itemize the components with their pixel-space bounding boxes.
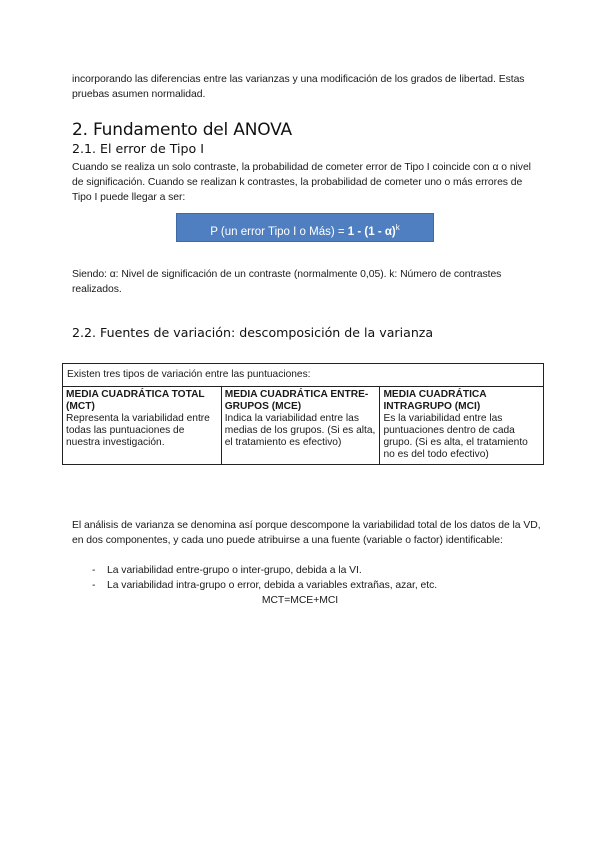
definitions-paragraph: Siendo: α: Nivel de significación de un contraste (normalmente 0,05). k: Número de contrastes realizados. [72,269,502,295]
variation-table [62,363,544,465]
column-title: MEDIA CUADRÁTICA INTRAGRUPO (MCI) [383,389,487,412]
table-cell-mce [221,387,380,465]
error-tipo-i-paragraph: Cuando se realiza un solo contraste, la probabilidad de cometer error de Tipo I coincide con α o nivel de significación. Cuando se realizan k contrastes, la probabilidad de cometer uno o más errores de Tipo I puede llegar a ser: [72,162,531,203]
subsection-title-error-tipo-i: 2.1. El error de Tipo I [72,141,204,156]
bullet-list [92,563,437,593]
table-intro: Existen tres tipos de variación entre las puntuaciones: [63,364,544,387]
table-cell-mct [63,387,222,465]
column-body: Es la variabilidad entre las puntuaciones dentro de cada grupo. (Si es alta, el tratamiento no es del todo efectivo) [383,413,528,460]
formula-exponent: k [395,223,400,232]
column-body: Representa la variabilidad entre todas las puntuaciones de nuestra investigación. [66,413,210,448]
formula-lhs: P (un error Tipo I o Más) = [210,225,348,238]
subsection-title-fuentes-variacion: 2.2. Fuentes de variación: descomposición de la varianza [72,325,434,340]
formula-box [176,213,434,242]
table-cell-mci [380,387,544,465]
formula-rhs: 1 - (1 - α) [347,225,396,238]
column-body: Indica la variabilidad entre las medias de los grupos. (Si es alta, el tratamiento es efectivo) [224,413,376,448]
equation: MCT=MCE+MCI [261,595,339,606]
analysis-paragraph: El análisis de varianza se denomina así porque descompone la variabilidad total de los datos de la VD, en dos componentes, y cada uno puede atribuirse a una fuente (variable o factor) identificable: [72,520,541,546]
intro-paragraph: incorporando las diferencias entre las varianzas y una modificación de los grados de libertad. Estas pruebas asumen normalidad. [72,74,525,100]
section-title: 2. Fundamento del ANOVA [72,120,292,140]
list-item: - La variabilidad entre-grupo o inter-grupo, debida a la VI. [92,563,437,578]
column-title: MEDIA CUADRÁTICA TOTAL (MCT) [66,389,205,412]
list-item: - La variabilidad intra-grupo o error, debida a variables extrañas, azar, etc. [92,578,437,593]
column-title: MEDIA CUADRÁTICA ENTRE-GRUPOS (MCE) [224,389,369,412]
